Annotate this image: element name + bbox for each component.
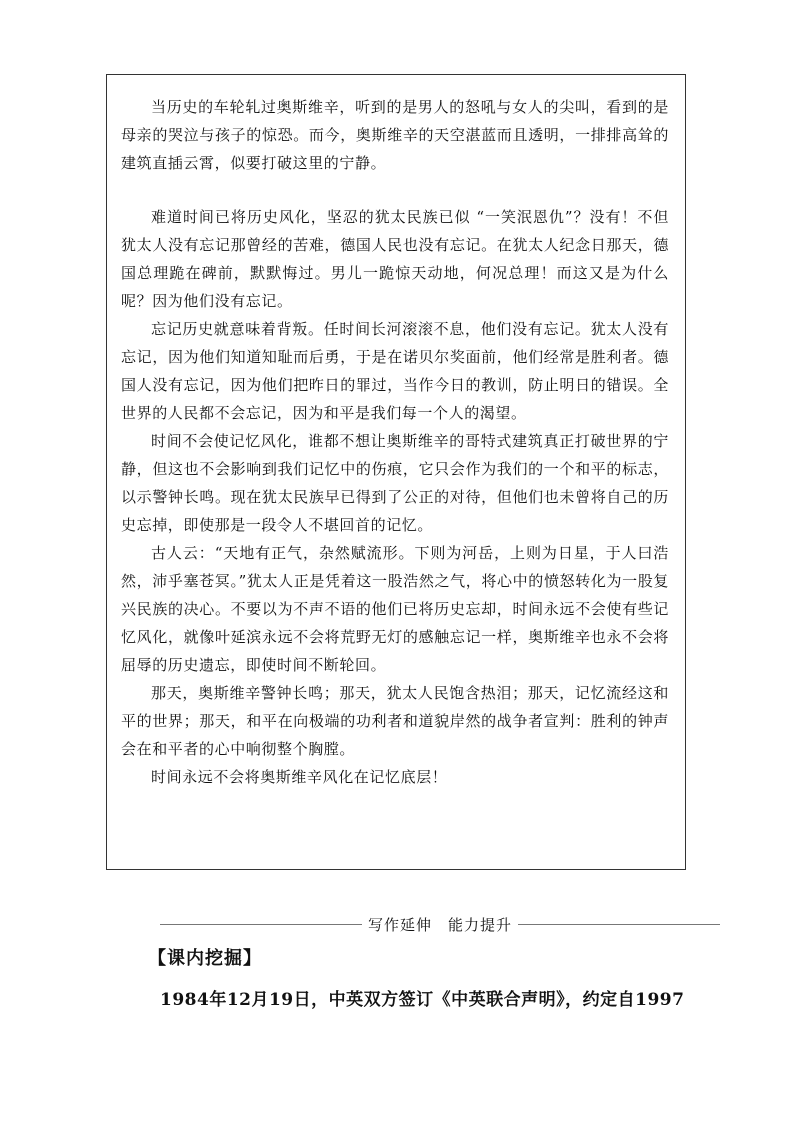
section-heading: 【课内挖掘】 — [148, 948, 262, 969]
essay-paragraph-6: 那天，奥斯维辛警钟长鸣；那天，犹太人民饱含热泪；那天，记忆流经这和平的世界；那天，和平在向极端的功利者和道貌岸然的战争者宣判：胜利的钟声会在和平者的心中响彻整个胸膛。 — [121, 684, 669, 758]
divider-line-left — [160, 924, 362, 925]
essay-paragraph-1: 当历史的车轮轧过奥斯维辛，听到的是男人的怒吼与女人的尖叫，看到的是母亲的哭泣与孩子的惊恐。而今，奥斯维辛的天空湛蓝而且透明，一排排高耸的建筑直插云霄，似要打破这里的宁静。 — [121, 98, 669, 172]
essay-paragraph-7: 时间永远不会将奥斯维辛风化在记忆底层！ — [151, 768, 448, 786]
essay-paragraph-3: 忘记历史就意味着背叛。任时间长河滚滚不息，他们没有忘记。犹太人没有忘记，因为他们知道知耻而后勇，于是在诺贝尔奖面前，他们经常是胜利者。德国人没有忘记，因为他们把昨日的罪过，当作今日的教训，防止明日的错误。全世界的人民都不会忘记，因为和平是我们每一个人的渴望。 — [121, 320, 669, 422]
essay-paragraph-5: 古人云：“天地有正气，杂然赋流形。下则为河岳，上则为日星，于人曰浩然，沛乎塞苍冥。”犹太人正是凭着这一股浩然之气，将心中的愤怒转化为一股复兴民族的决心。不要以为不声不语的他们已将历史忘却，时间永远不会使有些记忆风化，就像叶延滨永远不会将荒野无灯的感触忘记一样，奥斯维辛也永不会将屈辱的历史遗忘，即使时间不断轮回。 — [121, 544, 669, 674]
essay-paragraph-4: 时间不会使记忆风化，谁都不想让奥斯维辛的哥特式建筑真正打破世界的宁静，但这也不会影响到我们记忆中的伤痕，它只会作为我们的一个和平的标志，以示警钟长鸣。现在犹太民族早已得到了公正的对待，但他们也未曾将自己的历史忘掉，即使那是一段令人不堪回首的记忆。 — [121, 432, 669, 534]
divider-line-right — [518, 924, 720, 925]
essay-paragraph-2: 难道时间已将历史风化，坚忍的犹太民族已似 “一笑泯恩仇”？没有！不但犹太人没有忘记那曾经的苦难，德国人民也没有忘记。在犹太人纪念日那天，德国总理跪在碑前，默默悔过。男儿一跪惊天动地，何况总理！而这又是为什么呢？因为他们没有忘记。 — [121, 208, 669, 310]
body-text-line: 1984年12月19日，中英双方签订《中英联合声明》，约定自1997 — [160, 990, 685, 1010]
section-divider — [160, 914, 720, 934]
essay-box — [106, 74, 686, 870]
divider-title: 写作延伸 能力提升 — [368, 915, 513, 934]
